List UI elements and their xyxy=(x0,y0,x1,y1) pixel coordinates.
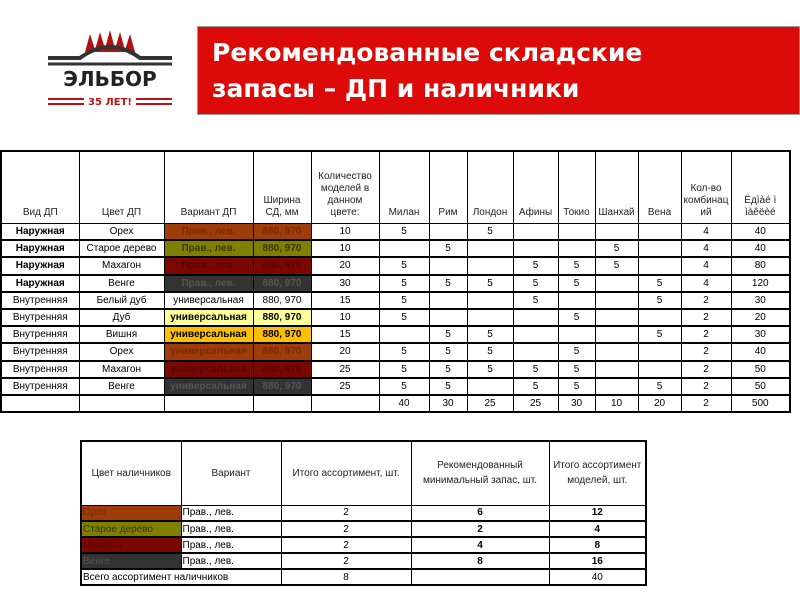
value-cell: 5 xyxy=(558,378,595,395)
total-cell xyxy=(79,395,164,412)
value-cell: 2 xyxy=(681,292,731,309)
value-cell: 25 xyxy=(311,378,379,395)
value-cell xyxy=(638,240,681,257)
trim-color-cell: Старое дерево xyxy=(81,521,181,537)
value-cell xyxy=(513,326,558,343)
total-cell: 30 xyxy=(558,395,595,412)
door-stock-table xyxy=(0,150,791,413)
value-cell: 5 xyxy=(429,378,467,395)
total-cell: 30 xyxy=(429,395,467,412)
elbor-logo xyxy=(40,26,180,108)
value-cell: 5 xyxy=(467,275,513,292)
value-cell: 120 xyxy=(731,275,790,292)
door-type-cell: Наружная xyxy=(1,275,79,292)
value-cell: 20 xyxy=(311,257,379,274)
value-cell: 5 xyxy=(558,257,595,274)
width-cell: 880, 970 xyxy=(253,309,311,326)
table-row xyxy=(1,292,790,309)
value-cell xyxy=(429,257,467,274)
value-cell: 2 xyxy=(281,537,411,553)
door-type-cell: Наружная xyxy=(1,240,79,257)
value-cell: 5 xyxy=(429,361,467,378)
width-cell: 880, 970 xyxy=(253,326,311,343)
table-row xyxy=(1,275,790,292)
value-cell: 8 xyxy=(549,537,646,553)
total-cell: 2 xyxy=(681,395,731,412)
trim-stock-table xyxy=(80,440,647,586)
value-cell xyxy=(379,240,429,257)
table-row xyxy=(81,505,646,521)
door-type-cell: Внутренняя xyxy=(1,326,79,343)
total-cell: 500 xyxy=(731,395,790,412)
value-cell xyxy=(429,292,467,309)
value-cell: 5 xyxy=(467,223,513,240)
value-cell: 5 xyxy=(595,240,638,257)
value-cell xyxy=(467,240,513,257)
value-cell: 5 xyxy=(429,343,467,360)
column-header: Количество моделей в данном цвете: xyxy=(311,151,379,223)
door-color-cell: Вишня xyxy=(79,326,164,343)
value-cell xyxy=(595,223,638,240)
value-cell xyxy=(513,240,558,257)
value-cell: 40 xyxy=(731,240,790,257)
value-cell xyxy=(513,309,558,326)
column-header: Вариант xyxy=(181,441,281,505)
table-row xyxy=(1,326,790,343)
value-cell xyxy=(595,343,638,360)
door-type-cell: Внутренняя xyxy=(1,292,79,309)
value-cell xyxy=(429,223,467,240)
total-label: Всего ассортимент наличников xyxy=(81,569,281,585)
value-cell: 5 xyxy=(467,326,513,343)
door-color-cell: Орех xyxy=(79,223,164,240)
value-cell: 20 xyxy=(731,309,790,326)
column-header: Вид ДП xyxy=(1,151,79,223)
value-cell: 2 xyxy=(681,378,731,395)
total-count: 8 xyxy=(281,569,411,585)
value-cell: 5 xyxy=(379,378,429,395)
value-cell: 2 xyxy=(411,521,549,537)
value-cell xyxy=(638,257,681,274)
column-header: Ёдìàé ì ìàêëèé xyxy=(731,151,790,223)
value-cell xyxy=(595,326,638,343)
total-min xyxy=(411,569,549,585)
value-cell: 5 xyxy=(429,326,467,343)
value-cell: 50 xyxy=(731,378,790,395)
column-header: Милан xyxy=(379,151,429,223)
value-cell xyxy=(558,223,595,240)
value-cell xyxy=(467,257,513,274)
value-cell xyxy=(638,343,681,360)
value-cell: 2 xyxy=(681,309,731,326)
width-cell: 880, 970 xyxy=(253,343,311,360)
value-cell: 30 xyxy=(731,326,790,343)
value-cell xyxy=(379,326,429,343)
trim-color-cell: Махагон xyxy=(81,537,181,553)
total-cell xyxy=(311,395,379,412)
column-header: Рим xyxy=(429,151,467,223)
column-header: Цвет наличников xyxy=(81,441,181,505)
door-variant-cell: Прав., лев. xyxy=(164,240,253,257)
value-cell: 5 xyxy=(513,275,558,292)
value-cell: 5 xyxy=(638,275,681,292)
value-cell: 5 xyxy=(379,343,429,360)
total-models: 40 xyxy=(549,569,646,585)
table-row xyxy=(81,521,646,537)
door-type-cell: Наружная xyxy=(1,223,79,240)
value-cell: 5 xyxy=(379,292,429,309)
value-cell xyxy=(638,361,681,378)
total-cell: 25 xyxy=(467,395,513,412)
door-type-cell: Внутренняя xyxy=(1,378,79,395)
value-cell: 12 xyxy=(549,505,646,521)
value-cell: 5 xyxy=(379,361,429,378)
value-cell: 2 xyxy=(681,361,731,378)
value-cell: 30 xyxy=(731,292,790,309)
value-cell: 30 xyxy=(311,275,379,292)
total-cell: 25 xyxy=(513,395,558,412)
value-cell: 15 xyxy=(311,292,379,309)
value-cell xyxy=(558,292,595,309)
value-cell: 5 xyxy=(558,343,595,360)
value-cell: 50 xyxy=(731,361,790,378)
value-cell: 4 xyxy=(681,223,731,240)
value-cell: 5 xyxy=(638,378,681,395)
value-cell xyxy=(595,275,638,292)
value-cell xyxy=(558,240,595,257)
value-cell: Прав., лев. xyxy=(181,537,281,553)
door-variant-cell: Прав., лев. xyxy=(164,223,253,240)
value-cell: 2 xyxy=(281,505,411,521)
width-cell: 880, 970 xyxy=(253,292,311,309)
value-cell: 4 xyxy=(681,275,731,292)
door-color-cell: Махагон xyxy=(79,361,164,378)
door-color-cell: Махагон xyxy=(79,257,164,274)
value-cell: 4 xyxy=(411,537,549,553)
value-cell: 5 xyxy=(467,361,513,378)
door-variant-cell: универсальная xyxy=(164,292,253,309)
table-row xyxy=(1,361,790,378)
value-cell: Прав., лев. xyxy=(181,553,281,569)
door-type-cell: Внутренняя xyxy=(1,309,79,326)
value-cell: 5 xyxy=(379,309,429,326)
table-row xyxy=(81,537,646,553)
column-header: Цвет ДП xyxy=(79,151,164,223)
value-cell xyxy=(558,326,595,343)
trim-color-cell: Венге xyxy=(81,553,181,569)
value-cell: Прав., лев. xyxy=(181,521,281,537)
column-header: Ширина СД, мм xyxy=(253,151,311,223)
width-cell: 880, 970 xyxy=(253,361,311,378)
value-cell: 5 xyxy=(513,378,558,395)
value-cell: 40 xyxy=(731,223,790,240)
column-header: Итого ассортимент, шт. xyxy=(281,441,411,505)
value-cell xyxy=(429,309,467,326)
value-cell xyxy=(595,309,638,326)
value-cell: 5 xyxy=(513,257,558,274)
column-header: Итого ассортимент моделей, шт. xyxy=(549,441,646,505)
value-cell xyxy=(595,361,638,378)
table-row xyxy=(1,223,790,240)
table-row xyxy=(1,309,790,326)
value-cell: 10 xyxy=(311,223,379,240)
value-cell xyxy=(467,378,513,395)
door-color-cell: Венге xyxy=(79,378,164,395)
value-cell xyxy=(638,309,681,326)
column-header: Кол-во комбинаций xyxy=(681,151,731,223)
value-cell: 4 xyxy=(681,240,731,257)
value-cell: 25 xyxy=(311,361,379,378)
width-cell: 880, 970 xyxy=(253,257,311,274)
door-variant-cell: универсальная xyxy=(164,361,253,378)
value-cell: 5 xyxy=(638,292,681,309)
total-row xyxy=(81,569,646,585)
totals-row xyxy=(1,395,790,412)
door-color-cell: Белый дуб xyxy=(79,292,164,309)
value-cell: 15 xyxy=(311,326,379,343)
value-cell: 5 xyxy=(558,361,595,378)
door-type-cell: Внутренняя xyxy=(1,361,79,378)
total-cell: 20 xyxy=(638,395,681,412)
value-cell: 10 xyxy=(311,240,379,257)
column-header: Шанхай xyxy=(595,151,638,223)
value-cell: 40 xyxy=(731,343,790,360)
value-cell: 6 xyxy=(411,505,549,521)
total-cell xyxy=(253,395,311,412)
value-cell: 5 xyxy=(513,292,558,309)
value-cell: 5 xyxy=(379,223,429,240)
value-cell: 16 xyxy=(549,553,646,569)
trim-color-cell: Орех xyxy=(81,505,181,521)
column-header: Афины xyxy=(513,151,558,223)
value-cell xyxy=(595,378,638,395)
door-color-cell: Орех xyxy=(79,343,164,360)
value-cell: 5 xyxy=(558,275,595,292)
value-cell: Прав., лев. xyxy=(181,505,281,521)
column-header: Рекомендованный минимальный запас, шт. xyxy=(411,441,549,505)
value-cell: 2 xyxy=(681,326,731,343)
door-type-cell: Внутренняя xyxy=(1,343,79,360)
value-cell: 5 xyxy=(638,326,681,343)
value-cell: 4 xyxy=(549,521,646,537)
value-cell xyxy=(513,223,558,240)
value-cell: 2 xyxy=(681,343,731,360)
table-row xyxy=(1,240,790,257)
value-cell: 5 xyxy=(379,275,429,292)
door-variant-cell: универсальная xyxy=(164,309,253,326)
door-color-cell: Старое дерево xyxy=(79,240,164,257)
value-cell: 5 xyxy=(595,257,638,274)
table-row xyxy=(1,257,790,274)
svg-text:ЭЛЬБОР: ЭЛЬБОР xyxy=(63,67,157,91)
value-cell: 4 xyxy=(681,257,731,274)
width-cell: 880, 970 xyxy=(253,378,311,395)
value-cell: 5 xyxy=(379,257,429,274)
column-header: Вариант ДП xyxy=(164,151,253,223)
door-variant-cell: универсальная xyxy=(164,326,253,343)
value-cell: 5 xyxy=(429,275,467,292)
door-variant-cell: Прав., лев. xyxy=(164,257,253,274)
width-cell: 880, 970 xyxy=(253,275,311,292)
value-cell: 8 xyxy=(411,553,549,569)
column-header: Токио xyxy=(558,151,595,223)
door-color-cell: Венге xyxy=(79,275,164,292)
value-cell xyxy=(513,343,558,360)
door-color-cell: Дуб xyxy=(79,309,164,326)
door-variant-cell: универсальная xyxy=(164,378,253,395)
door-variant-cell: универсальная xyxy=(164,343,253,360)
table-row xyxy=(1,378,790,395)
value-cell: 2 xyxy=(281,521,411,537)
value-cell: 10 xyxy=(311,309,379,326)
total-cell xyxy=(164,395,253,412)
value-cell: 2 xyxy=(281,553,411,569)
value-cell xyxy=(467,309,513,326)
value-cell: 80 xyxy=(731,257,790,274)
value-cell xyxy=(595,292,638,309)
table-row xyxy=(81,553,646,569)
svg-text:35 ЛЕТ!: 35 ЛЕТ! xyxy=(88,97,132,108)
total-cell: 10 xyxy=(595,395,638,412)
value-cell: 5 xyxy=(558,309,595,326)
value-cell: 5 xyxy=(429,240,467,257)
total-cell xyxy=(1,395,79,412)
value-cell: 5 xyxy=(467,343,513,360)
value-cell xyxy=(467,292,513,309)
width-cell: 880, 970 xyxy=(253,223,311,240)
total-cell: 40 xyxy=(379,395,429,412)
door-variant-cell: Прав., лев. xyxy=(164,275,253,292)
column-header: Лондон xyxy=(467,151,513,223)
value-cell xyxy=(638,223,681,240)
title-banner xyxy=(197,26,800,115)
value-cell: 20 xyxy=(311,343,379,360)
width-cell: 880, 970 xyxy=(253,240,311,257)
door-type-cell: Наружная xyxy=(1,257,79,274)
column-header: Вена xyxy=(638,151,681,223)
title-line-1: Рекомендованные складские xyxy=(212,38,643,67)
title-line-2: запасы – ДП и наличники xyxy=(212,74,580,103)
value-cell: 5 xyxy=(513,361,558,378)
table-row xyxy=(1,343,790,360)
